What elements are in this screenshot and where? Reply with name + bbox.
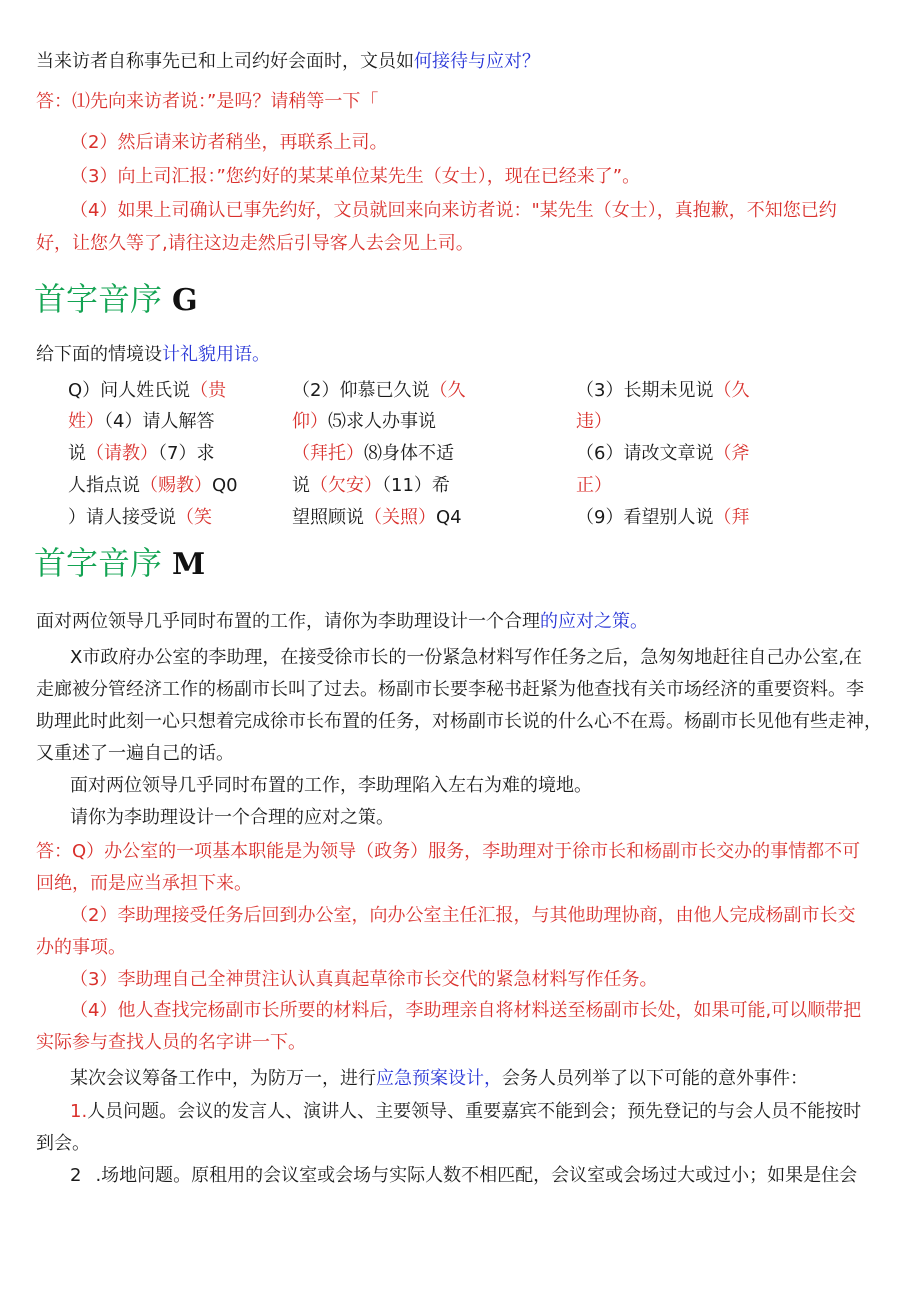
answer-2-part-4-line-2: 实际参与查找人员的名字讲一下。 bbox=[36, 1032, 306, 1053]
section-heading-g bbox=[34, 279, 198, 321]
story-line: 走廊被分管经济工作的杨副市长叫了过去。杨副市长要李秘书赶紧为他查找有关市场经济的重要资料。李 bbox=[36, 679, 864, 700]
intro-text: 某次会议筹备工作中，为防万一，进行 bbox=[70, 1068, 376, 1089]
intro-text: 给下面的情境设 bbox=[36, 344, 162, 365]
heading-letter: G bbox=[172, 283, 198, 318]
grid-cell: 望照顾说（关照）Q4 bbox=[292, 507, 462, 528]
answer-2-part-2-line-2: 办的事项。 bbox=[36, 937, 126, 958]
answer-2-part-1-line-2: 回绝，而是应当承担下来。 bbox=[36, 873, 252, 894]
grid-cell: ）请人接受说（笑 bbox=[68, 507, 212, 528]
grid-cell: 违） bbox=[576, 411, 612, 432]
grid-cell: 正） bbox=[576, 475, 612, 496]
grid-cell: （3）长期未见说（久 bbox=[576, 380, 750, 401]
heading-title: 首字音序 bbox=[34, 544, 163, 582]
intro-suffix: 会务人员列举了以下可能的意外事件： bbox=[502, 1068, 808, 1089]
grid-cell: 姓）（4）请人解答 bbox=[68, 411, 215, 432]
list-number: 1. bbox=[70, 1101, 88, 1122]
grid-cell: Q）问人姓氏说（贵 bbox=[68, 380, 227, 401]
grid-cell: 说（欠安）（11）希 bbox=[292, 475, 450, 496]
list-item-continuation: 到会。 bbox=[36, 1133, 90, 1154]
grid-cell: （拜托）⑻身体不适 bbox=[292, 443, 454, 464]
story-line: 请你为李助理设计一个合理的应对之策。 bbox=[70, 807, 394, 828]
question-1 bbox=[36, 50, 540, 74]
answer-2-part-2-line-1: （2）李助理接受任务后回到办公室，向办公室主任汇报，与其他助理协商，由他人完成杨副市长交 bbox=[70, 905, 856, 926]
grid-cell: 仰）⑸求人办事说 bbox=[292, 411, 436, 432]
intro-highlight: 计礼貌用语。 bbox=[162, 344, 270, 365]
grid-cell: （6）请改文章说（斧 bbox=[576, 443, 750, 464]
story-line: 又重述了一遍自己的话。 bbox=[36, 743, 234, 764]
question-2-highlight: 的应对之策。 bbox=[540, 611, 648, 632]
answer-2-part-4-line-1: （4）他人查找完杨副市长所要的材料后，李助理亲自将材料送至杨副市长处，如果可能,可以顺带把 bbox=[70, 1000, 862, 1021]
answer-label: 答： bbox=[36, 91, 72, 112]
answer-1-text: ⑴先向来访者说：”是吗？请稍等一下「 bbox=[72, 91, 379, 112]
answer-1-part-1 bbox=[36, 90, 378, 114]
list-text: .场地问题。原租用的会议室或会场与实际人数不相匹配，会议室或会场过大或过小；如果是住会 bbox=[95, 1165, 858, 1186]
question-1-text: 当来访者自称事先已和上司约好会面时，文员如 bbox=[36, 51, 414, 72]
list-number: 2 bbox=[70, 1165, 82, 1186]
section-heading-m bbox=[34, 543, 205, 585]
answer-2-part-1-line-1: 答：Q）办公室的一项基本职能是为领导（政务）服务，李助理对于徐市长和杨副市长交办的事情都不可 bbox=[36, 841, 861, 862]
intro-highlight: 应急预案设计， bbox=[376, 1068, 502, 1089]
emergency-plan-intro bbox=[70, 1067, 808, 1091]
list-item bbox=[70, 1100, 861, 1124]
polite-expressions-intro bbox=[36, 343, 270, 367]
heading-title: 首字音序 bbox=[34, 280, 163, 318]
answer-2-part-3: （3）李助理自己全神贯注认认真真起草徐市长交代的紧急材料写作任务。 bbox=[70, 969, 658, 990]
story-line: X市政府办公室的李助理，在接受徐市长的一份紧急材料写作任务之后，急匆匆地赶往自己办公室,在 bbox=[70, 647, 863, 668]
grid-cell: （9）看望别人说（拜 bbox=[576, 507, 750, 528]
answer-1-part-4-line-2: 好，让您久等了,请往这边走然后引导客人去会见上司。 bbox=[36, 233, 474, 254]
answer-1-part-2: （2）然后请来访者稍坐，再联系上司。 bbox=[70, 132, 388, 153]
grid-cell: （2）仰慕已久说（久 bbox=[292, 380, 466, 401]
list-text: 人员问题。会议的发言人、演讲人、主要领导、重要嘉宾不能到会；预先登记的与会人员不能按时 bbox=[87, 1101, 862, 1122]
heading-letter: M bbox=[172, 547, 206, 582]
story-line: 助理此时此刻一心只想着完成徐市长布置的任务，对杨副市长说的什么心不在焉。杨副市长见他有些走神， bbox=[36, 711, 882, 732]
answer-1-part-3: （3）向上司汇报：”您约好的某某单位某先生（女士），现在已经来了”。 bbox=[70, 166, 641, 187]
grid-cell: 说（请教）（7）求 bbox=[68, 443, 215, 464]
question-2 bbox=[36, 610, 648, 634]
question-1-highlight: 何接待与应对？ bbox=[414, 51, 540, 72]
list-item bbox=[70, 1164, 857, 1188]
question-2-text: 面对两位领导几乎同时布置的工作，请你为李助理设计一个合理 bbox=[36, 611, 540, 632]
answer-1-part-4-line-1: （4）如果上司确认已事先约好，文员就回来向来访者说："某先生（女士），真抱歉，不知您已约 bbox=[70, 200, 837, 221]
story-line: 面对两位领导几乎同时布置的工作，李助理陷入左右为难的境地。 bbox=[70, 775, 592, 796]
grid-cell: 人指点说（赐教）Q0 bbox=[68, 475, 238, 496]
